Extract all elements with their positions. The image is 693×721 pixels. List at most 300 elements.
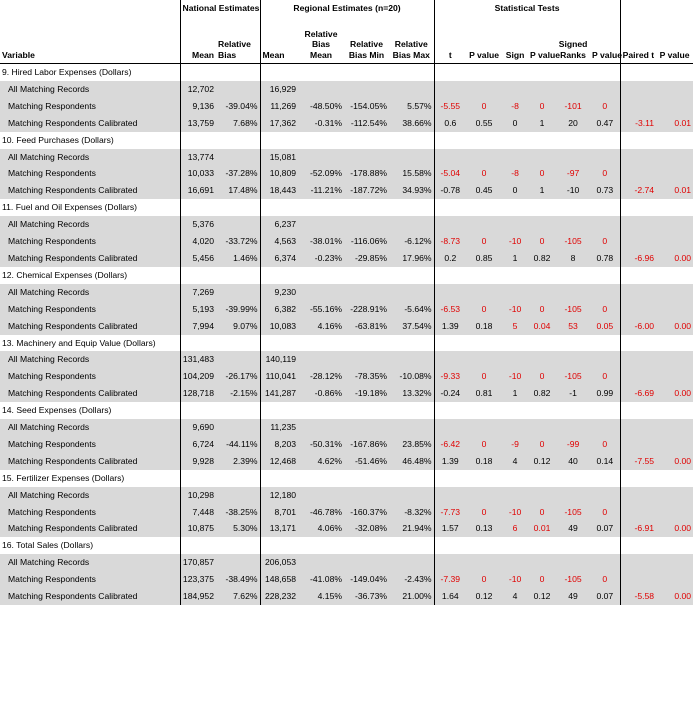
cell-rb-mean: -38.01%	[298, 233, 344, 250]
cell-rb-mean: -0.86%	[298, 385, 344, 402]
cell-rb-max: -6.12%	[389, 233, 434, 250]
cell-rb-min: -112.54%	[344, 115, 389, 132]
cell-tp: 0	[466, 368, 502, 385]
cell-tp: 0	[466, 504, 502, 521]
cell-nat-mean: 170,857	[180, 554, 216, 571]
row-label: All Matching Records	[0, 284, 180, 301]
cell-pp: 0.00	[656, 588, 693, 605]
cell-nat-rb	[216, 149, 260, 166]
cell-rp: 0.78	[590, 250, 620, 267]
cell-t: -0.78	[434, 182, 466, 199]
cell-rb-min	[344, 487, 389, 504]
cell-reg-mean: 13,171	[260, 520, 298, 537]
cell-nat-rb	[216, 419, 260, 436]
cell-rb-mean: -41.08%	[298, 571, 344, 588]
cell-pp	[656, 504, 693, 521]
cell-nat-mean: 6,724	[180, 436, 216, 453]
cell-tp	[466, 554, 502, 571]
cell-rank	[556, 284, 590, 301]
relative-bias-max-header: Relative Bias Max	[389, 16, 434, 64]
cell-sp	[528, 216, 556, 233]
cell-rb-max	[389, 81, 434, 98]
row-label: All Matching Records	[0, 81, 180, 98]
cell-pp: 0.01	[656, 115, 693, 132]
cell-sp: 0.82	[528, 250, 556, 267]
cell-pp	[656, 436, 693, 453]
variable-header: Variable	[0, 16, 180, 64]
cell-nat-rb: -2.15%	[216, 385, 260, 402]
section-header-row	[0, 267, 693, 284]
cell-reg-mean: 8,203	[260, 436, 298, 453]
section-header-row	[0, 132, 693, 149]
row-label: All Matching Records	[0, 419, 180, 436]
cell-sp	[528, 487, 556, 504]
table-row	[0, 149, 693, 166]
cell-rb-min: -116.06%	[344, 233, 389, 250]
cell-rb-min: -167.86%	[344, 436, 389, 453]
regional-estimates-header: Regional Estimates (n=20)	[260, 0, 434, 16]
cell-sp: 0	[528, 436, 556, 453]
cell-nat-mean: 13,759	[180, 115, 216, 132]
cell-rank	[556, 554, 590, 571]
cell-sign: 1	[502, 385, 528, 402]
section-title: 10. Feed Purchases (Dollars)	[2, 134, 114, 145]
cell-t	[434, 487, 466, 504]
cell-pp: 0.01	[656, 182, 693, 199]
cell-sp	[528, 554, 556, 571]
cell-tp: 0.12	[466, 588, 502, 605]
cell-pt: -6.69	[620, 385, 656, 402]
cell-t	[434, 351, 466, 368]
cell-sp: 0.82	[528, 385, 556, 402]
cell-nat-rb: 5.30%	[216, 520, 260, 537]
cell-rank	[556, 351, 590, 368]
section-title: 15. Fertilizer Expenses (Dollars)	[2, 472, 125, 483]
cell-sign	[502, 81, 528, 98]
cell-sign	[502, 487, 528, 504]
cell-sign: 0	[502, 182, 528, 199]
table-row	[0, 318, 693, 335]
row-label: Matching Respondents Calibrated	[0, 318, 180, 335]
row-label: Matching Respondents Calibrated	[0, 115, 180, 132]
cell-pt	[620, 351, 656, 368]
paired-t-header: Paired t	[620, 16, 656, 64]
cell-reg-mean: 206,053	[260, 554, 298, 571]
cell-rp: 0.07	[590, 588, 620, 605]
cell-pt	[620, 216, 656, 233]
cell-rp: 0	[590, 98, 620, 115]
cell-rb-min: -187.72%	[344, 182, 389, 199]
cell-nat-rb	[216, 216, 260, 233]
cell-rb-min: -78.35%	[344, 368, 389, 385]
cell-rp: 0.47	[590, 115, 620, 132]
t-header: t	[434, 16, 466, 64]
cell-nat-rb: -39.04%	[216, 98, 260, 115]
cell-rb-mean: -11.21%	[298, 182, 344, 199]
cell-rb-min	[344, 149, 389, 166]
table-row	[0, 571, 693, 588]
cell-rp	[590, 554, 620, 571]
section-header-row	[0, 335, 693, 352]
cell-sp: 0	[528, 98, 556, 115]
cell-t: -5.55	[434, 98, 466, 115]
cell-sign: -9	[502, 436, 528, 453]
table-row	[0, 487, 693, 504]
cell-nat-mean: 123,375	[180, 571, 216, 588]
cell-rb-min	[344, 284, 389, 301]
cell-rb-mean: -48.50%	[298, 98, 344, 115]
cell-rp: 0.07	[590, 520, 620, 537]
cell-rb-max: -8.32%	[389, 504, 434, 521]
cell-pp: 0.00	[656, 453, 693, 470]
cell-rb-mean: -0.23%	[298, 250, 344, 267]
relative-bias-min-header: Relative Bias Min	[344, 16, 389, 64]
cell-rb-max: -5.64%	[389, 301, 434, 318]
cell-rank: -105	[556, 301, 590, 318]
cell-tp	[466, 419, 502, 436]
row-label: Matching Respondents	[0, 368, 180, 385]
cell-rb-min: -63.81%	[344, 318, 389, 335]
section-header-row	[0, 64, 693, 81]
cell-rb-mean	[298, 351, 344, 368]
row-label: Matching Respondents Calibrated	[0, 250, 180, 267]
cell-rb-min	[344, 554, 389, 571]
row-label: All Matching Records	[0, 554, 180, 571]
cell-rb-min: -19.18%	[344, 385, 389, 402]
cell-nat-rb: -38.49%	[216, 571, 260, 588]
row-label: Matching Respondents	[0, 165, 180, 182]
cell-pt	[620, 149, 656, 166]
cell-tp: 0.81	[466, 385, 502, 402]
cell-pt: -7.55	[620, 453, 656, 470]
cell-pp	[656, 216, 693, 233]
row-label: Matching Respondents Calibrated	[0, 182, 180, 199]
cell-nat-mean: 5,193	[180, 301, 216, 318]
cell-nat-rb: 9.07%	[216, 318, 260, 335]
cell-tp: 0	[466, 301, 502, 318]
cell-rb-mean: -46.78%	[298, 504, 344, 521]
cell-sp: 0.04	[528, 318, 556, 335]
cell-nat-mean: 7,994	[180, 318, 216, 335]
cell-reg-mean: 6,237	[260, 216, 298, 233]
cell-t: -7.39	[434, 571, 466, 588]
table-row	[0, 98, 693, 115]
cell-pt: -3.11	[620, 115, 656, 132]
cell-sp: 0	[528, 301, 556, 318]
cell-sp: 0	[528, 165, 556, 182]
cell-pt	[620, 81, 656, 98]
cell-rank: -105	[556, 368, 590, 385]
cell-rp: 0.99	[590, 385, 620, 402]
table-row	[0, 554, 693, 571]
cell-rank	[556, 487, 590, 504]
cell-rb-mean	[298, 554, 344, 571]
cell-pp	[656, 487, 693, 504]
national-mean-header: Mean	[180, 16, 216, 64]
cell-t	[434, 554, 466, 571]
cell-pp: 0.00	[656, 385, 693, 402]
cell-nat-rb: 7.68%	[216, 115, 260, 132]
cell-sp: 0.01	[528, 520, 556, 537]
national-relative-bias-header: Relative Bias	[216, 16, 260, 64]
cell-sign: 4	[502, 588, 528, 605]
cell-nat-rb: -38.25%	[216, 504, 260, 521]
cell-tp: 0.13	[466, 520, 502, 537]
cell-tp: 0	[466, 436, 502, 453]
cell-sign: -10	[502, 571, 528, 588]
cell-rb-max: 34.93%	[389, 182, 434, 199]
cell-tp: 0	[466, 233, 502, 250]
cell-rb-min: -36.73%	[344, 588, 389, 605]
cell-pp: 0.00	[656, 318, 693, 335]
cell-rb-max	[389, 554, 434, 571]
cell-sign	[502, 554, 528, 571]
cell-t	[434, 419, 466, 436]
cell-sign: -10	[502, 233, 528, 250]
cell-rb-max: 23.85%	[389, 436, 434, 453]
cell-nat-rb: 7.62%	[216, 588, 260, 605]
cell-nat-mean: 184,952	[180, 588, 216, 605]
cell-sp	[528, 419, 556, 436]
table-row	[0, 115, 693, 132]
signed-ranks-header: Signed Ranks	[556, 16, 590, 64]
cell-rb-mean	[298, 216, 344, 233]
cell-tp: 0	[466, 165, 502, 182]
cell-nat-mean: 104,209	[180, 368, 216, 385]
cell-rb-min: -51.46%	[344, 453, 389, 470]
cell-rp: 0	[590, 165, 620, 182]
cell-rank: -105	[556, 504, 590, 521]
cell-rb-mean: 4.16%	[298, 318, 344, 335]
section-header-row	[0, 537, 693, 554]
cell-pt	[620, 301, 656, 318]
cell-rb-max	[389, 487, 434, 504]
cell-t: 1.39	[434, 318, 466, 335]
cell-nat-mean: 5,376	[180, 216, 216, 233]
table-row	[0, 250, 693, 267]
cell-rank: 53	[556, 318, 590, 335]
cell-rb-min	[344, 81, 389, 98]
cell-nat-rb	[216, 81, 260, 98]
row-label: Matching Respondents	[0, 436, 180, 453]
cell-sign: 5	[502, 318, 528, 335]
cell-pp	[656, 149, 693, 166]
cell-reg-mean: 12,180	[260, 487, 298, 504]
table-row	[0, 81, 693, 98]
cell-nat-rb	[216, 351, 260, 368]
cell-tp: 0.18	[466, 318, 502, 335]
cell-pt: -6.96	[620, 250, 656, 267]
cell-tp: 0.55	[466, 115, 502, 132]
cell-sp	[528, 284, 556, 301]
cell-rank: -97	[556, 165, 590, 182]
cell-rp: 0	[590, 436, 620, 453]
cell-pt	[620, 419, 656, 436]
cell-reg-mean: 8,701	[260, 504, 298, 521]
cell-nat-mean: 9,136	[180, 98, 216, 115]
cell-rb-max: -10.08%	[389, 368, 434, 385]
cell-rb-mean	[298, 149, 344, 166]
row-label: Matching Respondents	[0, 301, 180, 318]
cell-nat-mean: 13,774	[180, 149, 216, 166]
cell-sign: -10	[502, 368, 528, 385]
cell-tp: 0.45	[466, 182, 502, 199]
cell-t: -6.53	[434, 301, 466, 318]
cell-rank: -99	[556, 436, 590, 453]
cell-pt	[620, 487, 656, 504]
row-label: Matching Respondents	[0, 504, 180, 521]
cell-tp: 0.18	[466, 453, 502, 470]
cell-rb-max	[389, 419, 434, 436]
cell-tp	[466, 81, 502, 98]
cell-nat-rb	[216, 487, 260, 504]
cell-rb-min	[344, 419, 389, 436]
cell-sp: 0	[528, 504, 556, 521]
relative-bias-mean-header: Relative Bias Mean	[298, 16, 344, 64]
cell-sp: 0.12	[528, 588, 556, 605]
cell-t: -7.73	[434, 504, 466, 521]
cell-rp	[590, 351, 620, 368]
cell-nat-rb	[216, 284, 260, 301]
section-header-row	[0, 199, 693, 216]
cell-reg-mean: 110,041	[260, 368, 298, 385]
cell-rb-min: -160.37%	[344, 504, 389, 521]
cell-nat-mean: 7,269	[180, 284, 216, 301]
cell-rb-min: -149.04%	[344, 571, 389, 588]
cell-t	[434, 216, 466, 233]
table-row	[0, 419, 693, 436]
cell-reg-mean: 6,382	[260, 301, 298, 318]
cell-nat-mean: 12,702	[180, 81, 216, 98]
cell-rb-max: 15.58%	[389, 165, 434, 182]
cell-nat-mean: 128,718	[180, 385, 216, 402]
cell-sp: 0	[528, 571, 556, 588]
cell-reg-mean: 10,083	[260, 318, 298, 335]
cell-rp: 0	[590, 571, 620, 588]
cell-nat-mean: 10,298	[180, 487, 216, 504]
cell-nat-rb: 1.46%	[216, 250, 260, 267]
cell-pp	[656, 233, 693, 250]
cell-nat-rb: 17.48%	[216, 182, 260, 199]
cell-tp	[466, 216, 502, 233]
cell-reg-mean: 10,809	[260, 165, 298, 182]
cell-t: -5.04	[434, 165, 466, 182]
cell-tp: 0.85	[466, 250, 502, 267]
row-label: Matching Respondents Calibrated	[0, 385, 180, 402]
header-group-row	[0, 0, 693, 16]
cell-nat-mean: 9,690	[180, 419, 216, 436]
paired-pvalue-header: P value	[656, 16, 693, 64]
cell-t: 1.57	[434, 520, 466, 537]
cell-pt: -6.00	[620, 318, 656, 335]
row-label: Matching Respondents Calibrated	[0, 588, 180, 605]
cell-rb-mean: -55.16%	[298, 301, 344, 318]
table-row	[0, 436, 693, 453]
cell-rb-max: 17.96%	[389, 250, 434, 267]
cell-pp	[656, 301, 693, 318]
cell-pp	[656, 554, 693, 571]
table-row	[0, 520, 693, 537]
t-pvalue-header: P value	[466, 16, 502, 64]
cell-rb-max: 38.66%	[389, 115, 434, 132]
cell-nat-rb: 2.39%	[216, 453, 260, 470]
cell-rb-min	[344, 216, 389, 233]
cell-nat-mean: 10,033	[180, 165, 216, 182]
cell-rb-mean: -0.31%	[298, 115, 344, 132]
table-row	[0, 165, 693, 182]
column-header-row	[0, 16, 693, 64]
cell-rb-mean	[298, 419, 344, 436]
cell-tp: 0	[466, 98, 502, 115]
cell-rank: -10	[556, 182, 590, 199]
cell-rb-mean	[298, 81, 344, 98]
cell-pt	[620, 284, 656, 301]
cell-rp: 0	[590, 504, 620, 521]
cell-reg-mean: 141,287	[260, 385, 298, 402]
cell-t: 0.2	[434, 250, 466, 267]
cell-rp: 0	[590, 301, 620, 318]
cell-rank: 8	[556, 250, 590, 267]
national-estimates-header: National Estimates	[180, 0, 260, 16]
cell-rank	[556, 419, 590, 436]
cell-pt: -2.74	[620, 182, 656, 199]
cell-pp	[656, 165, 693, 182]
row-label: All Matching Records	[0, 149, 180, 166]
cell-rb-max: 21.94%	[389, 520, 434, 537]
cell-sign	[502, 419, 528, 436]
cell-sign: -10	[502, 504, 528, 521]
cell-rb-mean: -52.09%	[298, 165, 344, 182]
cell-reg-mean: 17,362	[260, 115, 298, 132]
cell-rank: -105	[556, 233, 590, 250]
cell-rb-min: -178.88%	[344, 165, 389, 182]
row-label: All Matching Records	[0, 351, 180, 368]
cell-reg-mean: 15,081	[260, 149, 298, 166]
table-row	[0, 351, 693, 368]
cell-pp	[656, 368, 693, 385]
cell-tp: 0	[466, 571, 502, 588]
cell-rb-min: -154.05%	[344, 98, 389, 115]
cell-pt	[620, 165, 656, 182]
section-title: 9. Hired Labor Expenses (Dollars)	[2, 67, 132, 77]
statistical-tests-header: Statistical Tests	[434, 0, 620, 16]
cell-sign	[502, 149, 528, 166]
table-row	[0, 182, 693, 199]
cell-sp	[528, 351, 556, 368]
table-row	[0, 385, 693, 402]
cell-rp	[590, 149, 620, 166]
cell-sign: -10	[502, 301, 528, 318]
cell-sign: 1	[502, 250, 528, 267]
cell-sign: -8	[502, 98, 528, 115]
section-title: 16. Total Sales (Dollars)	[2, 540, 94, 551]
cell-rb-max: 5.57%	[389, 98, 434, 115]
cell-sp	[528, 149, 556, 166]
cell-t	[434, 284, 466, 301]
cell-sign: -8	[502, 165, 528, 182]
row-label: All Matching Records	[0, 216, 180, 233]
cell-pt	[620, 436, 656, 453]
cell-tp	[466, 487, 502, 504]
regional-mean-header: Mean	[260, 16, 298, 64]
cell-rb-min: -29.85%	[344, 250, 389, 267]
cell-pt	[620, 504, 656, 521]
cell-reg-mean: 11,269	[260, 98, 298, 115]
sign-header: Sign	[502, 16, 528, 64]
cell-rank: 49	[556, 588, 590, 605]
table-row	[0, 216, 693, 233]
cell-reg-mean: 228,232	[260, 588, 298, 605]
